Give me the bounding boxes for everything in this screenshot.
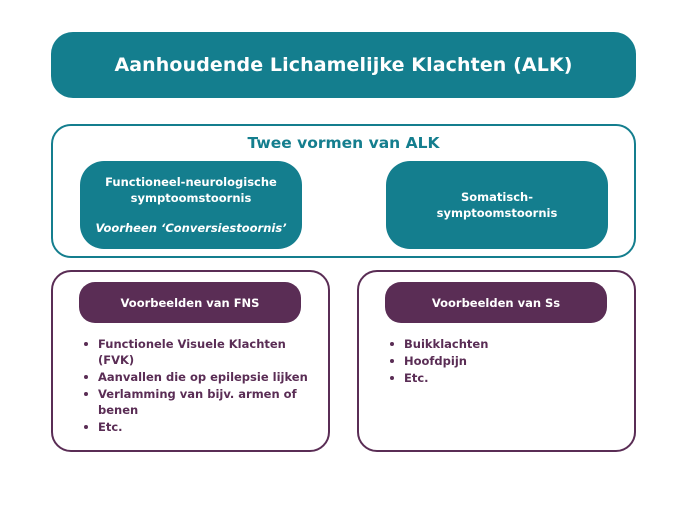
list-item: Etc. bbox=[403, 370, 625, 386]
list-item: Buikklachten bbox=[403, 336, 625, 352]
ss-box bbox=[386, 161, 608, 249]
fns-examples-header: Voorbeelden van FNS bbox=[79, 282, 301, 323]
list-item: Aanvallen die op epilepsie lijken bbox=[97, 369, 319, 385]
ss-label-line1: Somatisch- bbox=[461, 189, 533, 204]
fns-examples-list bbox=[97, 336, 319, 436]
ss-examples-panel bbox=[357, 270, 636, 452]
ss-examples-list bbox=[403, 336, 625, 387]
forms-panel bbox=[51, 124, 636, 258]
list-item: Etc. bbox=[97, 419, 319, 435]
fns-box bbox=[80, 161, 302, 249]
fns-former-name: Voorheen ‘Conversiestoornis’ bbox=[95, 220, 287, 235]
list-item: Hoofdpijn bbox=[403, 353, 625, 369]
main-title: Aanhoudende Lichamelijke Klachten (ALK) bbox=[114, 54, 573, 76]
list-item: Verlamming van bijv. armen of benen bbox=[97, 386, 319, 418]
title-banner bbox=[51, 32, 636, 98]
fns-label-line2: symptoomstoornis bbox=[130, 191, 252, 206]
list-item: Functionele Visuele Klachten (FVK) bbox=[97, 336, 319, 368]
forms-title: Twee vormen van ALK bbox=[247, 134, 440, 152]
fns-examples-panel bbox=[51, 270, 330, 452]
fns-label-line1: Functioneel-neurologische bbox=[105, 175, 277, 190]
ss-examples-header: Voorbeelden van Ss bbox=[385, 282, 607, 323]
ss-label-line2: symptoomstoornis bbox=[436, 206, 558, 220]
